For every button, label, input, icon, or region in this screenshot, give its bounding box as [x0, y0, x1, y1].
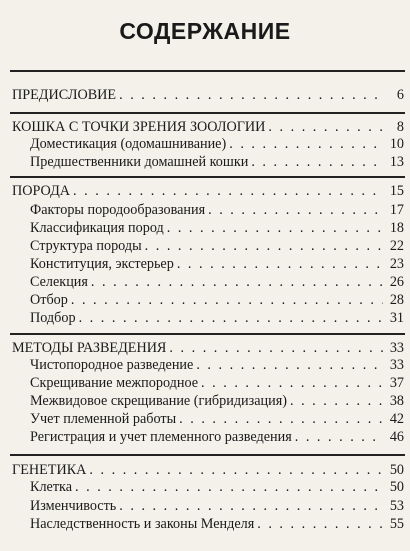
toc-heading-breed [12, 182, 404, 200]
dot-leader [91, 273, 383, 291]
toc-entry-label: Структура породы [30, 238, 142, 254]
divider [10, 454, 405, 456]
divider [10, 70, 405, 72]
toc-page-number: 8 [396, 119, 404, 135]
toc-entry [30, 374, 404, 392]
toc-entry-label: Доместикация (одомашнивание) [30, 136, 227, 152]
toc-entry [30, 428, 404, 446]
dot-leader [75, 478, 383, 496]
toc-entry [30, 153, 404, 171]
toc-page-number: 50 [389, 479, 404, 495]
toc-entry [30, 273, 404, 291]
dot-leader [119, 86, 383, 104]
dot-leader [119, 497, 383, 515]
toc-page-number: 10 [389, 136, 404, 152]
toc-entry [30, 410, 404, 428]
toc-page-number: 37 [389, 375, 404, 391]
toc-page-number: 31 [389, 310, 404, 326]
toc-entry-label: Регистрация и учет племенного разведения [30, 429, 292, 445]
toc-page-number: 53 [389, 498, 404, 514]
toc-page-number: 26 [389, 274, 404, 290]
toc-entry-label: Подбор [30, 310, 76, 326]
page-title: СОДЕРЖАНИЕ [119, 18, 291, 44]
dot-leader [290, 392, 383, 410]
toc-entry [30, 356, 404, 374]
dot-leader [145, 237, 383, 255]
toc-entry-label: Учет племенной работы [30, 411, 177, 427]
toc-page-number: 13 [389, 154, 404, 170]
toc-entry-label: Селекция [30, 274, 88, 290]
toc-entry [30, 515, 404, 533]
dot-leader [179, 410, 383, 428]
toc-entry-label: Наследственность и законы Менделя [30, 516, 255, 532]
toc-entry-label: Классификация пород [30, 220, 164, 236]
toc-entry [30, 478, 404, 496]
dot-leader [268, 118, 383, 136]
toc-entry [30, 497, 404, 515]
toc-page-number: 33 [389, 357, 404, 373]
divider [10, 333, 405, 335]
toc-entry-label: Факторы породообразования [30, 202, 206, 218]
dot-leader [169, 339, 383, 357]
toc-page-number: 17 [389, 202, 404, 218]
toc-entry-label: Изменчивость [30, 498, 117, 514]
toc-entry [30, 201, 404, 219]
dot-leader [167, 219, 383, 237]
dot-leader [196, 356, 383, 374]
dot-leader [89, 461, 383, 479]
toc-entry [30, 291, 404, 309]
dot-leader [295, 428, 383, 446]
divider [10, 112, 405, 114]
toc-heading-preface [12, 86, 404, 104]
toc-entry-label: Клетка [30, 479, 73, 495]
toc-page-number: 15 [389, 183, 404, 199]
toc-entry [30, 135, 404, 153]
toc-page-number: 23 [389, 256, 404, 272]
toc-page-number: 46 [389, 429, 404, 445]
toc-page-number: 6 [396, 87, 404, 103]
toc-page-number: 22 [389, 238, 404, 254]
dot-leader [177, 255, 383, 273]
toc-page-number: 55 [389, 516, 404, 532]
toc-entry-label: Отбор [30, 292, 68, 308]
toc-page-number: 42 [389, 411, 404, 427]
toc-page-number: 33 [389, 340, 404, 356]
toc-entry [30, 309, 404, 327]
toc-entry [30, 219, 404, 237]
dot-leader [79, 309, 383, 327]
toc-entry-label: Предшественники домашней кошки [30, 154, 249, 170]
toc-page-number: 18 [389, 220, 404, 236]
toc-heading-label: ПОРОДА [12, 183, 71, 199]
dot-leader [257, 515, 383, 533]
toc-heading-genetics [12, 461, 404, 479]
toc-heading-zoology [12, 118, 404, 136]
toc-heading-label: КОШКА С ТОЧКИ ЗРЕНИЯ ЗООЛОГИИ [12, 119, 266, 135]
toc-entry [30, 255, 404, 273]
dot-leader [71, 291, 383, 309]
toc-heading-label: ПРЕДИСЛОВИЕ [12, 87, 117, 103]
toc-page-number: 28 [389, 292, 404, 308]
dot-leader [73, 182, 383, 200]
toc-page-number: 50 [389, 462, 404, 478]
dot-leader [201, 374, 383, 392]
toc-entry-label: Межвидовое скрещивание (гибридизация) [30, 393, 287, 409]
dot-leader [208, 201, 383, 219]
divider [10, 176, 405, 178]
toc-heading-breeding-methods [12, 339, 404, 357]
toc-heading-label: МЕТОДЫ РАЗВЕДЕНИЯ [12, 340, 167, 356]
toc-entry-label: Конституция, экстерьер [30, 256, 174, 272]
toc-entry [30, 392, 404, 410]
toc-entry-label: Чистопородное разведение [30, 357, 194, 373]
toc-page-number: 38 [389, 393, 404, 409]
toc-entry [30, 237, 404, 255]
dot-leader [229, 135, 383, 153]
dot-leader [251, 153, 383, 171]
toc-heading-label: ГЕНЕТИКА [12, 462, 87, 478]
toc-entry-label: Скрещивание межпородное [30, 375, 199, 391]
